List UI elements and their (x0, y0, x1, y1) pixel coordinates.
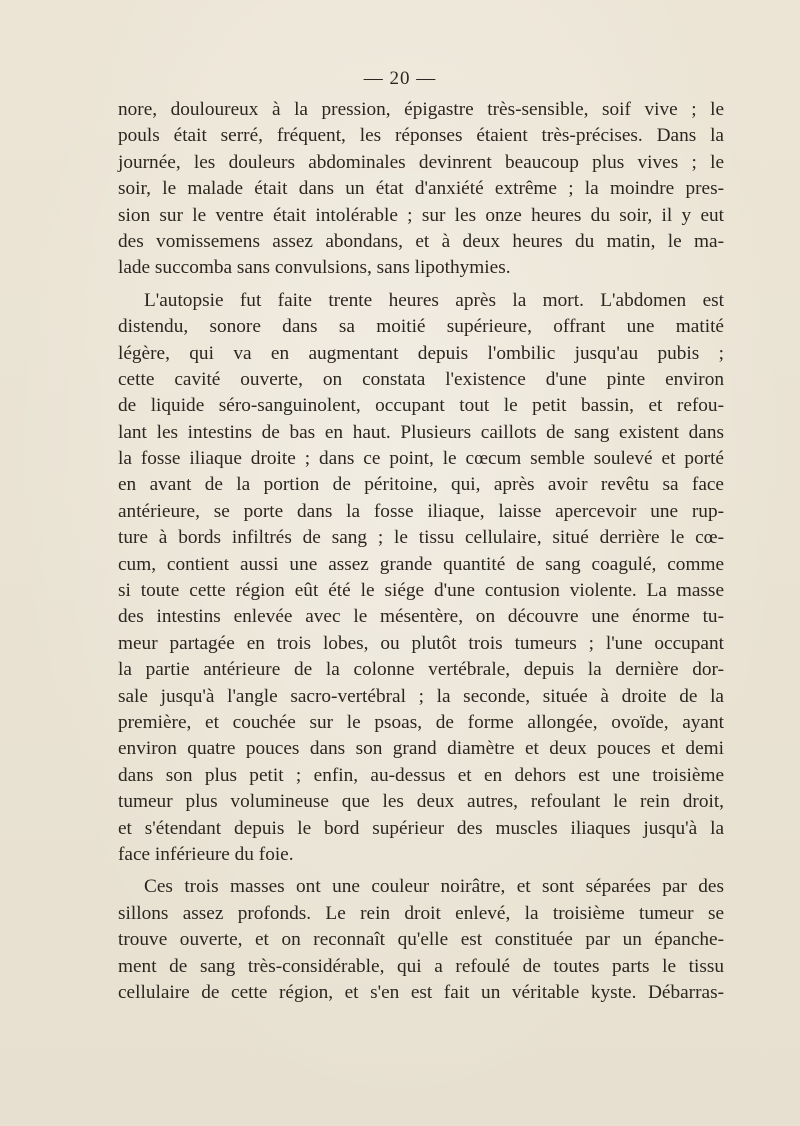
paragraph-3 (118, 874, 724, 1006)
text-line: cum, contient aussi une assez grande quantité de sang coagulé, comme (118, 553, 724, 575)
text-line: journée, les douleurs abdominales devinrent beaucoup plus vives ; le (118, 151, 724, 173)
text-line: ture à bords infiltrés de sang ; le tissu cellulaire, situé derrière le cœ- (118, 527, 724, 549)
text-line: des intestins enlevée avec le mésentère, on découvre une énorme tu- (118, 606, 724, 628)
text-line: nore, douloureux à la pression, épigastre très-sensible, soif vive ; le (118, 99, 724, 120)
text-line: cette cavité ouverte, on constata l'existence d'une pinte environ (118, 368, 724, 390)
text-line: face inférieure du foie. (118, 843, 294, 865)
text-line: la partie antérieure de la colonne vertébrale, depuis la dernière dor- (118, 659, 724, 681)
text-line: trouve ouverte, et on reconnaît qu'elle est constituée par un épanche- (118, 929, 724, 951)
text-line: L'autopsie fut faite trente heures après la mort. L'abdomen est (144, 289, 724, 311)
text-line: ment de sang très-considérable, qui a refoulé de toutes parts le tissu (118, 955, 724, 977)
text-line: de liquide séro-sanguinolent, occupant tout le petit bassin, et refou- (118, 395, 724, 417)
text-line: meur partagée en trois lobes, ou plutôt trois tumeurs ; l'une occupant (118, 632, 724, 654)
text-line: antérieure, se porte dans la fosse iliaque, laisse apercevoir une rup- (118, 500, 724, 522)
text-line: des vomissemens assez abondans, et à deux heures du matin, le ma- (118, 230, 724, 252)
text-line: pouls était serré, fréquent, les réponses étaient très-précises. Dans la (118, 125, 724, 147)
text-line: sion sur le ventre était intolérable ; sur les onze heures du soir, il y eut (118, 204, 724, 226)
page-number: — 20 — (363, 68, 437, 89)
text-line: environ quatre pouces dans son grand diamètre et deux pouces et demi (118, 738, 724, 760)
text-line: sillons assez profonds. Le rein droit enlevé, la troisième tumeur se (118, 902, 724, 924)
text-line: lant les intestins de bas en haut. Plusieurs caillots de sang existent dans (118, 421, 724, 443)
text-line: si toute cette région eût été le siége d'une contusion violente. La masse (118, 580, 724, 602)
text-line: et s'étendant depuis le bord supérieur des muscles iliaques jusqu'à la (118, 817, 724, 839)
text-line: tumeur plus volumineuse que les deux autres, refoulant le rein droit, (118, 791, 724, 813)
paragraph-1 (118, 97, 724, 282)
text-line: la fosse iliaque droite ; dans ce point, le cœcum semble soulevé et porté (118, 448, 724, 470)
body-text (118, 97, 724, 1006)
text-line: cellulaire de cette région, et s'en est fait un véritable kyste. Débarras- (118, 981, 724, 1003)
text-line: première, et couchée sur le psoas, de forme allongée, ovoïde, ayant (118, 711, 724, 733)
text-line: légère, qui va en augmentant depuis l'ombilic jusqu'au pubis ; (118, 342, 724, 364)
text-line: lade succomba sans convulsions, sans lipothymies. (118, 257, 511, 279)
text-line: soir, le malade était dans un état d'anxiété extrême ; la moindre pres- (118, 178, 724, 200)
text-line: en avant de la portion de péritoine, qui, après avoir revêtu sa face (118, 474, 724, 496)
text-line: Ces trois masses ont une couleur noirâtre, et sont séparées par des (144, 876, 724, 898)
text-line: distendu, sonore dans sa moitié supérieure, offrant une matité (118, 316, 724, 338)
text-line: dans son plus petit ; enfin, au-dessus et en dehors est une troisième (118, 764, 724, 786)
text-line: sale jusqu'à l'angle sacro-vertébral ; la seconde, située à droite de la (118, 685, 724, 707)
paragraph-2 (118, 288, 724, 869)
